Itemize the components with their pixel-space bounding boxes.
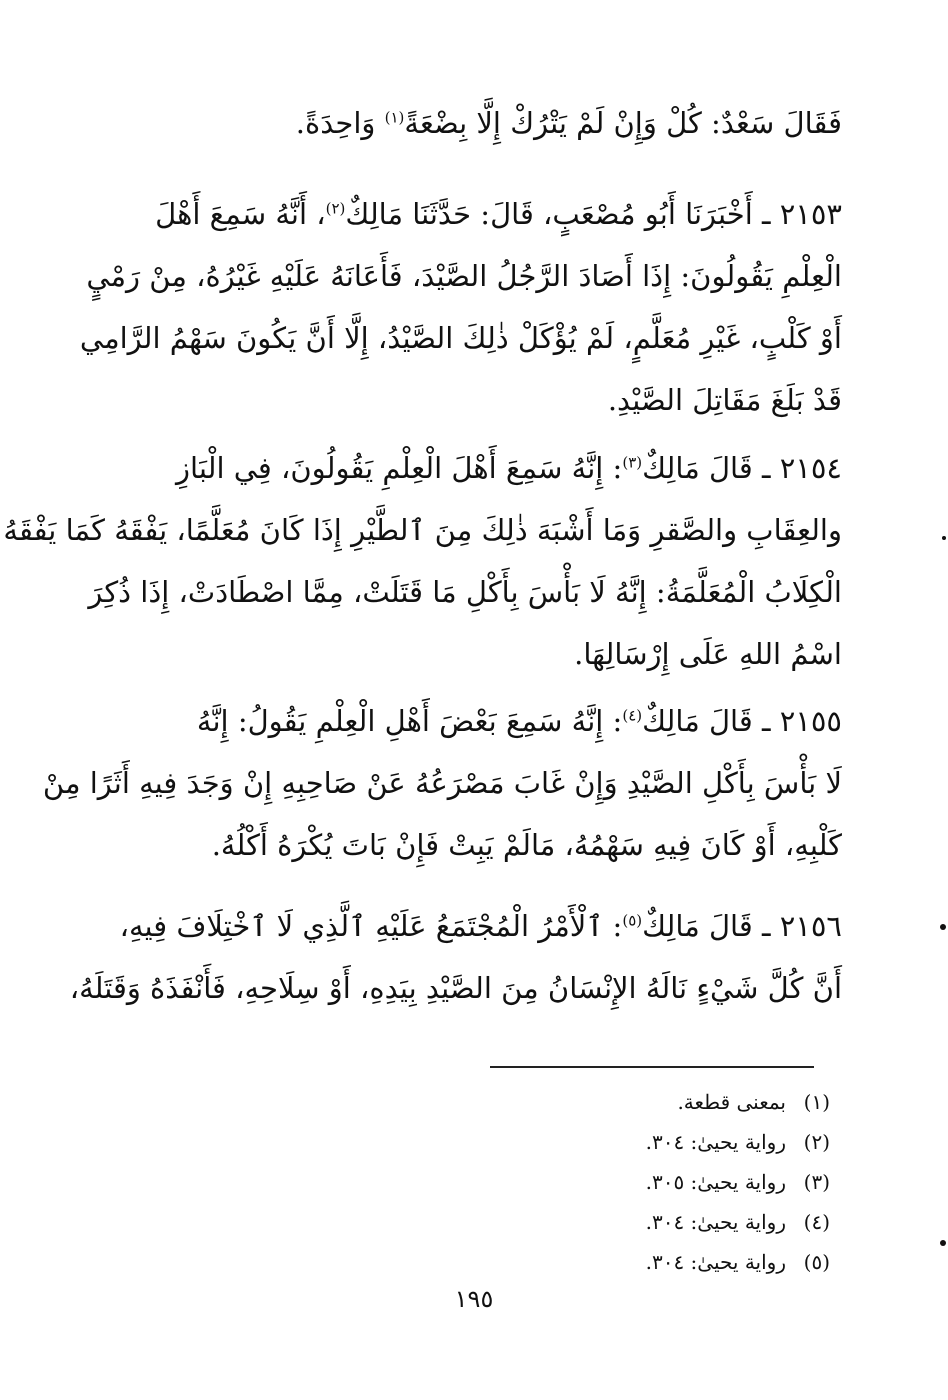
footnote-ref: (١): [384, 108, 405, 127]
footnote-text: بمعنى قطعة.: [677, 1090, 786, 1114]
footnotes-list: [560, 1082, 830, 1282]
footnote-text: رواية يحيىٰ: ٣٠٤.: [645, 1250, 786, 1274]
text-line: والعِقَابِ والصَّقرِ وَمَا أَشْبَهَ ذٰلِكَ مِنَ ٱلطَّيْرِ إِذَا كَانَ مُعَلَّمًا، يَفْقَهُ كَمَا يَفْقَهُ: [3, 513, 842, 547]
footnote-number: (٥): [803, 1250, 830, 1274]
scan-dot: [942, 536, 946, 540]
paragraph-2154: [3, 437, 842, 685]
text-line: الْعِلْمِ يَقُولُونَ: إِذَا أَصَادَ الرَّجُلُ الصَّيْدَ، فَأَعَانَهُ عَلَيْهِ غَيْرُهُ، مِنْ رَمْيٍ: [86, 259, 842, 293]
text-line: ٢١٥٥ ـ قَالَ مَالِكٌ$^{(٤)}$: إِنَّهُ سَمِعَ بَعْضَ أَهْلِ الْعِلْمِ يَقُولُ: إِنَّهُ: [196, 704, 842, 738]
footnote-ref: (٣): [622, 453, 643, 472]
scan-dot: [940, 1240, 946, 1246]
text-line: ٢١٥٦ ـ قَالَ مَالِكٌ$^{(٥)}$: ٱلْأَمْرُ الْمُجْتَمَعُ عَلَيْهِ ٱلَّذِي لَا ٱخْتِلَافَ فِيهِ،: [119, 909, 842, 943]
footnote-ref: (٢): [325, 199, 346, 218]
footnote-divider: [490, 1066, 814, 1068]
page-number: ١٩٥: [454, 1285, 494, 1313]
footnote-item: [560, 1202, 830, 1242]
footnote-number: (١): [803, 1090, 830, 1114]
text-line: ٢١٥٤ ـ قَالَ مَالِكٌ$^{(٣)}$: إِنَّهُ سَمِعَ أَهْلَ الْعِلْمِ يَقُولُونَ، فِي الْبَازِ: [176, 451, 842, 485]
paragraph-2155: [42, 690, 842, 876]
footnote-text: رواية يحيىٰ: ٣٠٤.: [645, 1130, 786, 1154]
footnote-ref: (٤): [622, 706, 643, 725]
footnote-number: (٣): [803, 1170, 830, 1194]
footnote-ref: (٥): [622, 911, 643, 930]
text-line: ٢١٥٣ ـ أَخْبَرَنَا أَبُو مُصْعَبٍ، قَالَ: حَدَّثَنَا مَالِكٌ$^{(٢)}$، أَنَّهُ سَمِعَ أَهْلَ: [155, 197, 842, 231]
text-line: كَلْبِهِ، أَوْ كَانَ فِيهِ سَهْمُهُ، مَالَمْ يَبِتْ فَإِنْ بَاتَ يُكْرَهُ أَكْلُهُ.: [211, 828, 842, 862]
text-line: لَا بَأْسَ بِأَكْلِ الصَّيْدِ وَإِنْ غَابَ مَصْرَعُهُ عَنْ صَاحِبِهِ إِنْ وَجَدَ فِيهِ أَثَرًا مِنْ: [42, 766, 842, 800]
text-line: فَقَالَ سَعْدٌ: كُلْ وَإِنْ لَمْ يَتْرُكْ إِلَّا بِضْعَةً$^{(١)}$ وَاحِدَةً.: [295, 106, 842, 140]
footnote-item: [560, 1122, 830, 1162]
footnote-text: رواية يحيىٰ: ٣٠٤.: [645, 1210, 786, 1234]
text-line: أَوْ كَلْبٍ، غَيْرِ مُعَلَّمٍ، لَمْ يُؤْكَلْ ذٰلِكَ الصَّيْدُ، إِلَّا أَنَّ يَكُونَ سَهْمُ الرَّامِي: [79, 321, 842, 355]
paragraph-continuation: [118, 92, 842, 154]
text-line: قَدْ بَلَغَ مَقَاتِلَ الصَّيْدِ.: [607, 383, 842, 417]
footnote-text: رواية يحيىٰ: ٣٠٥.: [645, 1170, 786, 1194]
scan-dot: [940, 924, 946, 930]
text-line: اسْمُ اللهِ عَلَى إِرْسَالِهَا.: [574, 637, 842, 671]
footnote-item: [560, 1082, 830, 1122]
text-line: أَنَّ كُلَّ شَيْءٍ نَالَهُ الإِنْسَانُ مِنَ الصَّيْدِ بِيَدِهِ، أَوْ سِلَاحِهِ، فَأَنْفَذَهُ وَقَتَلَهُ،: [69, 971, 842, 1005]
footnote-item: [560, 1242, 830, 1282]
paragraph-2153: [79, 183, 842, 431]
footnote-number: (٤): [803, 1210, 830, 1234]
text-line: الْكِلَابُ الْمُعَلَّمَةُ: إِنَّهُ لَا بَأْسَ بِأَكْلِ مَا قَتَلَتْ، مِمَّا اصْطَادَتْ، إِذَا ذُكِرَ: [88, 575, 842, 609]
footnote-item: [560, 1162, 830, 1202]
paragraph-2156: [69, 895, 842, 1019]
footnote-number: (٢): [803, 1130, 830, 1154]
